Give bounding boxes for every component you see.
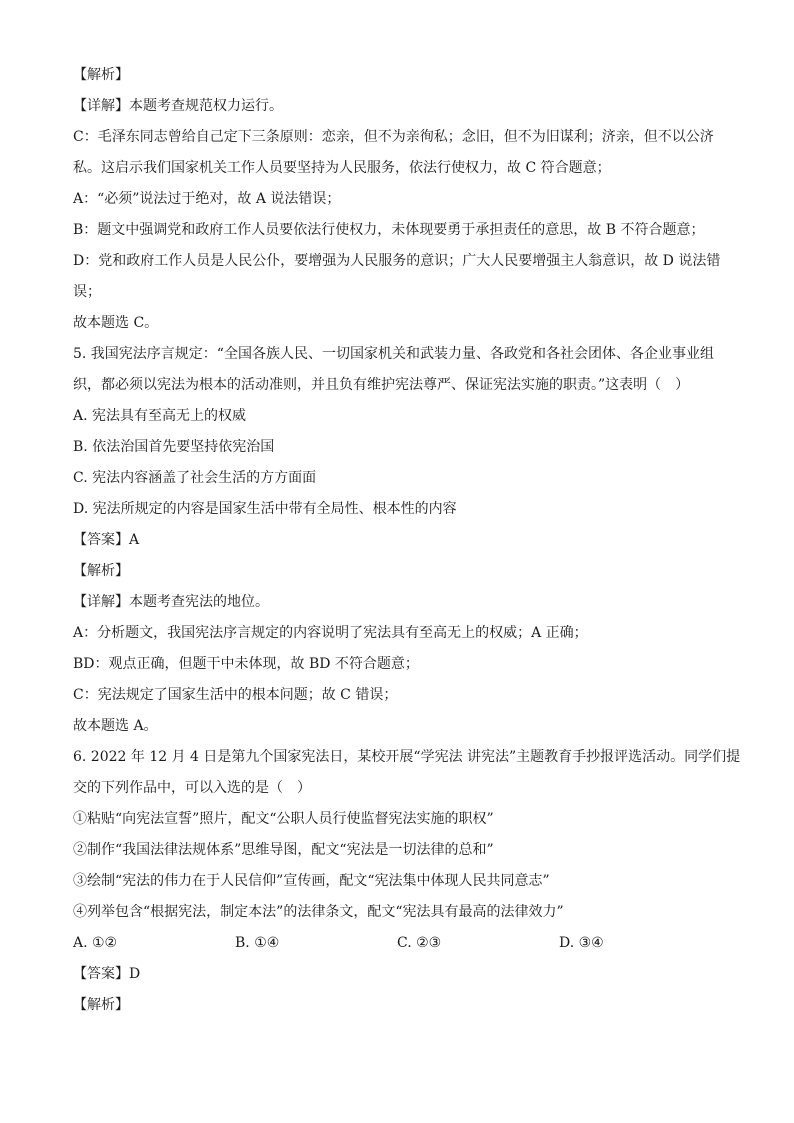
detail-heading: 【详解】本题考查宪法的地位。 (73, 594, 269, 610)
document-page (73, 60, 741, 1021)
option-c: C. ②③ (397, 935, 442, 951)
conclusion-line: 故本题选 A。 (73, 718, 158, 734)
section-heading: 【解析】 (73, 997, 129, 1013)
question-5-option-d: D. 宪法所规定的内容是国家生活中带有全局性、根本性的内容 (73, 501, 457, 517)
question-5-stem: 织，都必须以宪法为根本的活动准则，并且负有维护宪法尊严、保证宪法实施的职责。”这表明（ ） (73, 377, 690, 393)
option-b: B. ①④ (235, 935, 280, 951)
option-d: D. ③④ (559, 935, 604, 951)
question-6-stem: 交的下列作品中，可以入选的是（ ） (73, 780, 311, 796)
text-line: A：分析题文，我国宪法序言规定的内容说明了宪法具有至高无上的权威；A 正确； (73, 625, 588, 641)
conclusion-line: 故本题选 C。 (73, 315, 159, 331)
question-6-item-4: ④列举包含“根据宪法，制定本法”的法律条文，配文“宪法具有最高的法律效力” (73, 904, 564, 920)
question-6-item-1: ①粘贴“向宪法宣誓”照片，配文“公职人员行使监督宪法实施的职权” (73, 811, 494, 827)
text-line: C：宪法规定了国家生活中的根本问题；故 C 错误； (73, 687, 398, 703)
option-a: A. ①② (73, 935, 118, 951)
text-line: B：题文中强调党和政府工作人员要依法行使权力，未体现要勇于承担责任的意思，故 B 不符合题意； (73, 222, 705, 238)
question-5-option-c: C. 宪法内容涵盖了社会生活的方方面面 (73, 470, 317, 486)
text-line: BD：观点正确，但题干中未体现，故 BD 不符合题意； (73, 656, 419, 672)
question-6-options (73, 928, 723, 959)
section-heading: 【解析】 (73, 563, 129, 579)
answer-line: 【答案】A (73, 532, 140, 548)
text-line: A：“必须”说法过于绝对，故 A 说法错误； (73, 191, 341, 207)
answer-line: 【答案】D (73, 966, 141, 982)
question-5-option-a: A. 宪法具有至高无上的权威 (73, 408, 247, 424)
question-6-stem: 6. 2022 年 12 月 4 日是第九个国家宪法日，某校开展“学宪法 讲宪法”主题教育手抄报评选活动。同学们提 (73, 749, 741, 765)
text-line: D：党和政府工作人员是人民公仆，要增强为人民服务的意识；广大人民要增强主人翁意识，故 D 说法错 (73, 253, 721, 269)
question-5-stem: 5. 我国宪法序言规定：“全国各族人民、一切国家机关和武装力量、各政党和各社会团体、各企业事业组 (73, 346, 714, 362)
question-5-option-b: B. 依法治国首先要坚持依宪治国 (73, 439, 275, 455)
question-6-item-3: ③绘制“宪法的伟力在于人民信仰”宣传画，配文“宪法集中体现人民共同意志” (73, 873, 550, 889)
section-heading: 【解析】 (73, 67, 129, 83)
detail-heading: 【详解】本题考查规范权力运行。 (73, 98, 283, 114)
text-line: 误； (73, 284, 101, 300)
text-line: C：毛泽东同志曾给自己定下三条原则：恋亲，但不为亲徇私；念旧，但不为旧谋利；济亲，但不以公济 (73, 129, 714, 145)
question-6-item-2: ②制作“我国法律法规体系”思维导图，配文“宪法是一切法律的总和” (73, 842, 494, 858)
text-line: 私。这启示我们国家机关工作人员要坚持为人民服务，依法行使权力，故 C 符合题意； (73, 160, 611, 176)
